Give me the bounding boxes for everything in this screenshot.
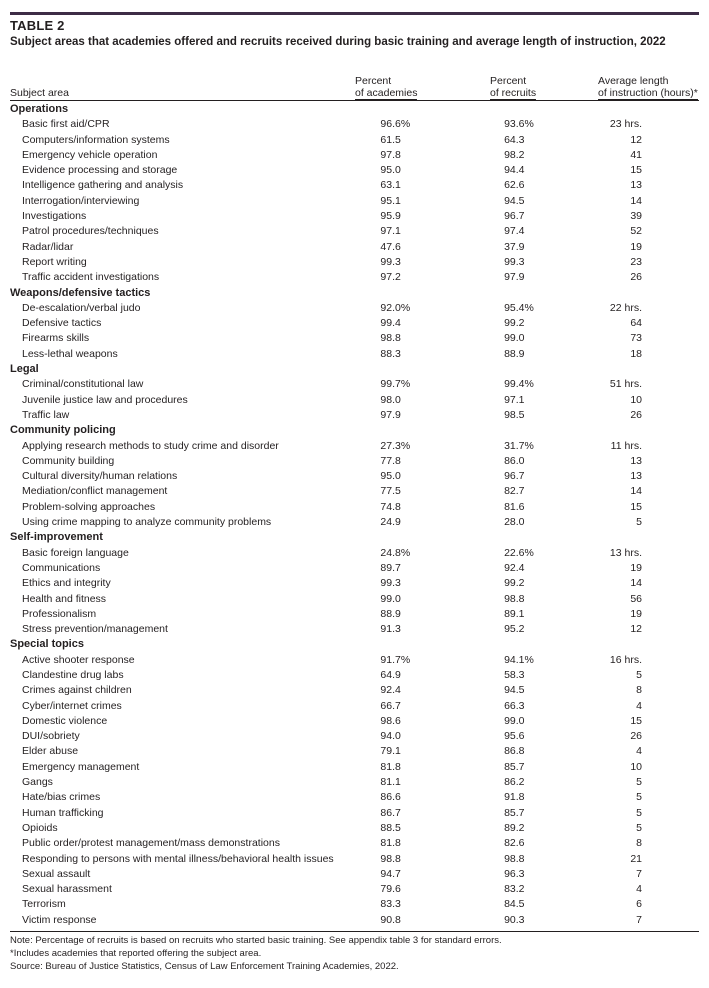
academies-cell: 99.4 bbox=[380, 317, 401, 330]
subject-cell: Clandestine drug labs bbox=[22, 668, 124, 681]
table-title: Subject areas that academies offered and recruits received during basic training and average length of instruction, 2022 bbox=[10, 36, 666, 48]
table-row bbox=[10, 515, 699, 530]
recruits-cell: 28.0 bbox=[504, 516, 525, 529]
hours-cell: 26 bbox=[630, 271, 642, 284]
subject-cell: Computers/information systems bbox=[22, 133, 170, 146]
recruits-cell: 83.2 bbox=[504, 883, 525, 896]
academies-cell: 97.8 bbox=[380, 148, 401, 161]
academies-cell: 95.1 bbox=[380, 194, 401, 207]
recruits-cell: 89.2 bbox=[504, 821, 525, 834]
hours-cell: 19 bbox=[630, 240, 642, 253]
recruits-cell: 99.2 bbox=[504, 317, 525, 330]
recruits-cell: 88.9 bbox=[504, 347, 525, 360]
academies-cell: 47.6 bbox=[380, 240, 401, 253]
table-row bbox=[10, 454, 699, 469]
subject-cell: Juvenile justice law and procedures bbox=[22, 393, 188, 406]
subject-cell: Basic first aid/CPR bbox=[22, 118, 110, 131]
section-title: Self-improvement bbox=[10, 531, 103, 544]
academies-cell: 90.8 bbox=[380, 913, 401, 926]
table-row bbox=[10, 806, 699, 821]
academies-cell: 99.3 bbox=[380, 577, 401, 590]
col-header-academies: Percent of academies bbox=[355, 75, 418, 99]
hours-cell: 13 bbox=[630, 454, 642, 467]
section-header bbox=[10, 102, 699, 117]
academies-cell: 99.3 bbox=[380, 255, 401, 268]
subject-cell: Less-lethal weapons bbox=[22, 347, 118, 360]
academies-cell: 98.6 bbox=[380, 714, 401, 727]
subject-cell: Ethics and integrity bbox=[22, 577, 111, 590]
academies-cell: 94.7 bbox=[380, 867, 401, 880]
academies-cell: 88.5 bbox=[380, 821, 401, 834]
footnote-line: *Includes academies that reported offering the subject area. bbox=[10, 948, 262, 960]
hours-cell: 39 bbox=[630, 210, 642, 223]
table-row bbox=[10, 393, 699, 408]
table-row bbox=[10, 148, 699, 163]
hours-cell: 4 bbox=[636, 699, 642, 712]
table-row bbox=[10, 270, 699, 285]
table-row bbox=[10, 714, 699, 729]
subject-cell: DUI/sobriety bbox=[22, 730, 80, 743]
hours-cell: 5 bbox=[636, 668, 642, 681]
academies-cell: 98.8 bbox=[380, 852, 401, 865]
subject-cell: Communications bbox=[22, 561, 101, 574]
subject-cell: Patrol procedures/techniques bbox=[22, 225, 159, 238]
hours-cell: 5 bbox=[636, 791, 642, 804]
table-row bbox=[10, 347, 699, 362]
recruits-cell: 99.0 bbox=[504, 714, 525, 727]
hours-cell: 12 bbox=[630, 623, 642, 636]
recruits-cell: 90.3 bbox=[504, 913, 525, 926]
table-row bbox=[10, 377, 699, 392]
academies-cell: 99.0 bbox=[380, 592, 401, 605]
subject-cell: Traffic law bbox=[22, 408, 70, 421]
recruits-cell: 98.5 bbox=[504, 408, 525, 421]
recruits-cell: 94.1% bbox=[504, 653, 534, 666]
academies-cell: 24.8% bbox=[380, 546, 411, 559]
academies-cell: 95.0 bbox=[380, 470, 401, 483]
hours-cell: 13 bbox=[630, 470, 642, 483]
source-line: Source: Bureau of Justice Statistics, Census of Law Enforcement Training Academies, 2022. bbox=[10, 961, 399, 973]
recruits-cell: 82.7 bbox=[504, 485, 525, 498]
table-row bbox=[10, 301, 699, 316]
subject-cell: Sexual assault bbox=[22, 867, 91, 880]
academies-cell: 81.1 bbox=[380, 776, 401, 789]
table-row bbox=[10, 699, 699, 714]
table-row bbox=[10, 255, 699, 270]
hours-cell: 52 bbox=[630, 225, 642, 238]
hours-cell: 15 bbox=[630, 164, 642, 177]
subject-cell: Applying research methods to study crime and disorder bbox=[22, 439, 279, 452]
table-row bbox=[10, 683, 699, 698]
subject-cell: Emergency management bbox=[22, 760, 140, 773]
recruits-cell: 98.8 bbox=[504, 852, 525, 865]
subject-cell: Responding to persons with mental illness/behavioral health issues bbox=[22, 852, 334, 865]
subject-cell: Evidence processing and storage bbox=[22, 164, 178, 177]
academies-cell: 99.7% bbox=[380, 378, 411, 391]
hours-cell: 22 hrs. bbox=[609, 301, 642, 314]
table-notes bbox=[10, 934, 502, 974]
academies-cell: 66.7 bbox=[380, 699, 401, 712]
table-row bbox=[10, 744, 699, 759]
hours-cell: 10 bbox=[630, 760, 642, 773]
recruits-cell: 99.0 bbox=[504, 332, 525, 345]
academies-cell: 24.9 bbox=[380, 516, 401, 529]
recruits-cell: 96.7 bbox=[504, 470, 525, 483]
subject-cell: Basic foreign language bbox=[22, 546, 129, 559]
bottom-rule bbox=[10, 931, 699, 932]
academies-cell: 97.9 bbox=[380, 408, 401, 421]
col-header-recruits: Percent of recruits bbox=[490, 75, 537, 99]
academies-cell: 98.0 bbox=[380, 393, 401, 406]
section-header bbox=[10, 286, 699, 301]
table-row bbox=[10, 653, 699, 668]
subject-cell: Cyber/internet crimes bbox=[22, 699, 122, 712]
table-row bbox=[10, 133, 699, 148]
academies-cell: 88.3 bbox=[380, 347, 401, 360]
hours-cell: 23 bbox=[630, 255, 642, 268]
subject-cell: Hate/bias crimes bbox=[22, 791, 101, 804]
hours-cell: 8 bbox=[636, 684, 642, 697]
recruits-cell: 86.8 bbox=[504, 745, 525, 758]
table-row bbox=[10, 316, 699, 331]
academies-cell: 94.0 bbox=[380, 730, 401, 743]
subject-cell: Crimes against children bbox=[22, 684, 132, 697]
academies-cell: 61.5 bbox=[380, 133, 401, 146]
col-header-hours: Average length of instruction (hours)* bbox=[598, 75, 698, 99]
hours-cell: 19 bbox=[630, 607, 642, 620]
table-row bbox=[10, 194, 699, 209]
table-row bbox=[10, 913, 699, 928]
subject-cell: Elder abuse bbox=[22, 745, 79, 758]
subject-cell: Stress prevention/management bbox=[22, 623, 168, 636]
academies-cell: 92.0% bbox=[380, 301, 411, 314]
table-row bbox=[10, 622, 699, 637]
academies-cell: 97.1 bbox=[380, 225, 401, 238]
academies-cell: 81.8 bbox=[380, 837, 401, 850]
recruits-cell: 97.9 bbox=[504, 271, 525, 284]
recruits-cell: 98.8 bbox=[504, 592, 525, 605]
table-row bbox=[10, 729, 699, 744]
table-row bbox=[10, 867, 699, 882]
academies-cell: 95.0 bbox=[380, 164, 401, 177]
hours-cell: 19 bbox=[630, 561, 642, 574]
subject-cell: Criminal/constitutional law bbox=[22, 378, 144, 391]
subject-cell: Firearms skills bbox=[22, 332, 90, 345]
hours-cell: 4 bbox=[636, 883, 642, 896]
subject-cell: Report writing bbox=[22, 255, 87, 268]
subject-cell: Radar/lidar bbox=[22, 240, 74, 253]
hours-cell: 26 bbox=[630, 730, 642, 743]
recruits-cell: 85.7 bbox=[504, 760, 525, 773]
subject-cell: Defensive tactics bbox=[22, 317, 102, 330]
subject-cell: Victim response bbox=[22, 913, 97, 926]
subject-cell: Traffic accident investigations bbox=[22, 271, 160, 284]
section-header bbox=[10, 637, 699, 652]
subject-cell: Professionalism bbox=[22, 607, 97, 620]
hours-cell: 73 bbox=[630, 332, 642, 345]
hours-cell: 41 bbox=[630, 148, 642, 161]
hours-cell: 10 bbox=[630, 393, 642, 406]
hours-cell: 4 bbox=[636, 745, 642, 758]
hours-cell: 11 hrs. bbox=[610, 439, 642, 452]
recruits-cell: 82.6 bbox=[504, 837, 525, 850]
section-title: Operations bbox=[10, 103, 69, 115]
recruits-cell: 94.5 bbox=[504, 194, 525, 207]
table-row bbox=[10, 897, 699, 912]
academies-cell: 91.3 bbox=[380, 623, 401, 636]
subject-cell: Investigations bbox=[22, 210, 87, 223]
recruits-cell: 84.5 bbox=[504, 898, 525, 911]
hours-cell: 13 hrs. bbox=[609, 546, 642, 559]
subject-cell: Intelligence gathering and analysis bbox=[22, 179, 184, 192]
hours-cell: 6 bbox=[636, 898, 642, 911]
table-row bbox=[10, 546, 699, 561]
subject-cell: Domestic violence bbox=[22, 714, 108, 727]
recruits-cell: 93.6% bbox=[504, 118, 534, 131]
hours-cell: 5 bbox=[636, 821, 642, 834]
academies-cell: 77.8 bbox=[380, 454, 401, 467]
academies-cell: 97.2 bbox=[380, 271, 401, 284]
hours-cell: 7 bbox=[636, 913, 642, 926]
hours-cell: 5 bbox=[636, 776, 642, 789]
hours-cell: 14 bbox=[630, 194, 642, 207]
academies-cell: 86.7 bbox=[380, 806, 401, 819]
recruits-cell: 86.0 bbox=[504, 454, 525, 467]
recruits-cell: 37.9 bbox=[504, 240, 525, 253]
hours-cell: 12 bbox=[630, 133, 642, 146]
hours-cell: 5 bbox=[636, 516, 642, 529]
table-row bbox=[10, 607, 699, 622]
recruits-cell: 62.6 bbox=[504, 179, 525, 192]
table-row bbox=[10, 592, 699, 607]
recruits-cell: 96.7 bbox=[504, 210, 525, 223]
subject-cell: Active shooter response bbox=[22, 653, 135, 666]
academies-cell: 63.1 bbox=[380, 179, 401, 192]
subject-cell: Human trafficking bbox=[22, 806, 104, 819]
table-row bbox=[10, 240, 699, 255]
hours-cell: 15 bbox=[630, 500, 642, 513]
recruits-cell: 96.3 bbox=[504, 867, 525, 880]
recruits-cell: 64.3 bbox=[504, 133, 525, 146]
data-table bbox=[10, 102, 699, 928]
recruits-cell: 66.3 bbox=[504, 699, 525, 712]
note-line: Note: Percentage of recruits is based on recruits who started basic training. See appendix table 3 for standard errors. bbox=[10, 935, 502, 946]
subject-cell: Using crime mapping to analyze community problems bbox=[22, 516, 272, 529]
subject-cell: Problem-solving approaches bbox=[22, 500, 156, 513]
subject-cell: Terrorism bbox=[22, 898, 66, 911]
section-title: Special topics bbox=[10, 638, 84, 651]
header-rule bbox=[10, 100, 699, 101]
col-header-subject: Subject area bbox=[10, 87, 69, 99]
hours-cell: 5 bbox=[636, 806, 642, 819]
hours-cell: 21 bbox=[630, 852, 642, 865]
hours-cell: 16 hrs. bbox=[609, 653, 642, 666]
recruits-cell: 92.4 bbox=[504, 561, 525, 574]
hours-cell: 64 bbox=[630, 317, 642, 330]
hours-cell: 56 bbox=[630, 592, 642, 605]
recruits-cell: 97.4 bbox=[504, 225, 525, 238]
academies-cell: 27.3% bbox=[380, 439, 411, 452]
academies-cell: 95.9 bbox=[380, 210, 401, 223]
table-row bbox=[10, 408, 699, 423]
subject-cell: Gangs bbox=[22, 776, 53, 789]
subject-cell: Emergency vehicle operation bbox=[22, 148, 158, 161]
subject-cell: Mediation/conflict management bbox=[22, 485, 168, 498]
academies-cell: 96.6% bbox=[380, 118, 411, 131]
table-row bbox=[10, 484, 699, 499]
hours-cell: 23 hrs. bbox=[609, 118, 642, 131]
table-row bbox=[10, 117, 699, 132]
academies-cell: 86.6 bbox=[380, 791, 401, 804]
table-row bbox=[10, 836, 699, 851]
table-label: TABLE 2 bbox=[10, 18, 65, 33]
academies-cell: 89.7 bbox=[380, 561, 401, 574]
academies-cell: 74.8 bbox=[380, 500, 401, 513]
table-row bbox=[10, 668, 699, 683]
table-row bbox=[10, 821, 699, 836]
section-title: Legal bbox=[10, 363, 39, 376]
academies-cell: 79.1 bbox=[380, 745, 401, 758]
table-row bbox=[10, 439, 699, 454]
recruits-cell: 94.4 bbox=[504, 164, 525, 177]
table-row bbox=[10, 331, 699, 346]
recruits-cell: 99.3 bbox=[504, 255, 525, 268]
subject-cell: Public order/protest management/mass demonstrations bbox=[22, 837, 280, 850]
subject-cell: Interrogation/interviewing bbox=[22, 194, 140, 207]
hours-cell: 26 bbox=[630, 408, 642, 421]
subject-cell: Health and fitness bbox=[22, 592, 107, 605]
table-row bbox=[10, 760, 699, 775]
top-rule bbox=[10, 12, 699, 15]
subject-cell: Cultural diversity/human relations bbox=[22, 470, 178, 483]
recruits-cell: 95.4% bbox=[504, 301, 534, 314]
subject-cell: Community building bbox=[22, 454, 115, 467]
recruits-cell: 95.2 bbox=[504, 623, 525, 636]
recruits-cell: 58.3 bbox=[504, 668, 525, 681]
recruits-cell: 81.6 bbox=[504, 500, 525, 513]
hours-cell: 7 bbox=[636, 867, 642, 880]
recruits-cell: 98.2 bbox=[504, 148, 525, 161]
hours-cell: 14 bbox=[630, 485, 642, 498]
section-title: Community policing bbox=[10, 424, 116, 437]
academies-cell: 81.8 bbox=[380, 760, 401, 773]
academies-cell: 91.7% bbox=[380, 653, 411, 666]
table-row bbox=[10, 209, 699, 224]
recruits-cell: 95.6 bbox=[504, 730, 525, 743]
table-row bbox=[10, 224, 699, 239]
recruits-cell: 89.1 bbox=[504, 607, 525, 620]
subject-cell: Opioids bbox=[22, 821, 58, 834]
table-row bbox=[10, 561, 699, 576]
academies-cell: 79.6 bbox=[380, 883, 401, 896]
section-header bbox=[10, 530, 699, 545]
recruits-cell: 85.7 bbox=[504, 806, 525, 819]
table-row bbox=[10, 178, 699, 193]
subject-cell: De-escalation/verbal judo bbox=[22, 301, 141, 314]
hours-cell: 13 bbox=[630, 179, 642, 192]
academies-cell: 77.5 bbox=[380, 485, 401, 498]
recruits-cell: 31.7% bbox=[504, 439, 534, 452]
table-row bbox=[10, 576, 699, 591]
recruits-cell: 99.2 bbox=[504, 577, 525, 590]
subject-cell: Sexual harassment bbox=[22, 883, 112, 896]
recruits-cell: 97.1 bbox=[504, 393, 525, 406]
table-row bbox=[10, 852, 699, 867]
section-header bbox=[10, 423, 699, 438]
academies-cell: 88.9 bbox=[380, 607, 401, 620]
recruits-cell: 94.5 bbox=[504, 684, 525, 697]
table-row bbox=[10, 882, 699, 897]
table-row bbox=[10, 469, 699, 484]
recruits-cell: 91.8 bbox=[504, 791, 525, 804]
hours-cell: 15 bbox=[630, 714, 642, 727]
academies-cell: 98.8 bbox=[380, 332, 401, 345]
hours-cell: 18 bbox=[630, 347, 642, 360]
section-title: Weapons/defensive tactics bbox=[10, 286, 151, 299]
recruits-cell: 86.2 bbox=[504, 776, 525, 789]
hours-cell: 51 hrs. bbox=[609, 378, 642, 391]
hours-cell: 14 bbox=[630, 577, 642, 590]
table-row bbox=[10, 500, 699, 515]
hours-cell: 8 bbox=[636, 837, 642, 850]
table-row bbox=[10, 163, 699, 178]
table-row bbox=[10, 775, 699, 790]
academies-cell: 64.9 bbox=[380, 668, 401, 681]
recruits-cell: 22.6% bbox=[504, 546, 534, 559]
academies-cell: 92.4 bbox=[380, 684, 401, 697]
recruits-cell: 99.4% bbox=[504, 378, 534, 391]
table-row bbox=[10, 790, 699, 805]
section-header bbox=[10, 362, 699, 377]
academies-cell: 83.3 bbox=[380, 898, 401, 911]
